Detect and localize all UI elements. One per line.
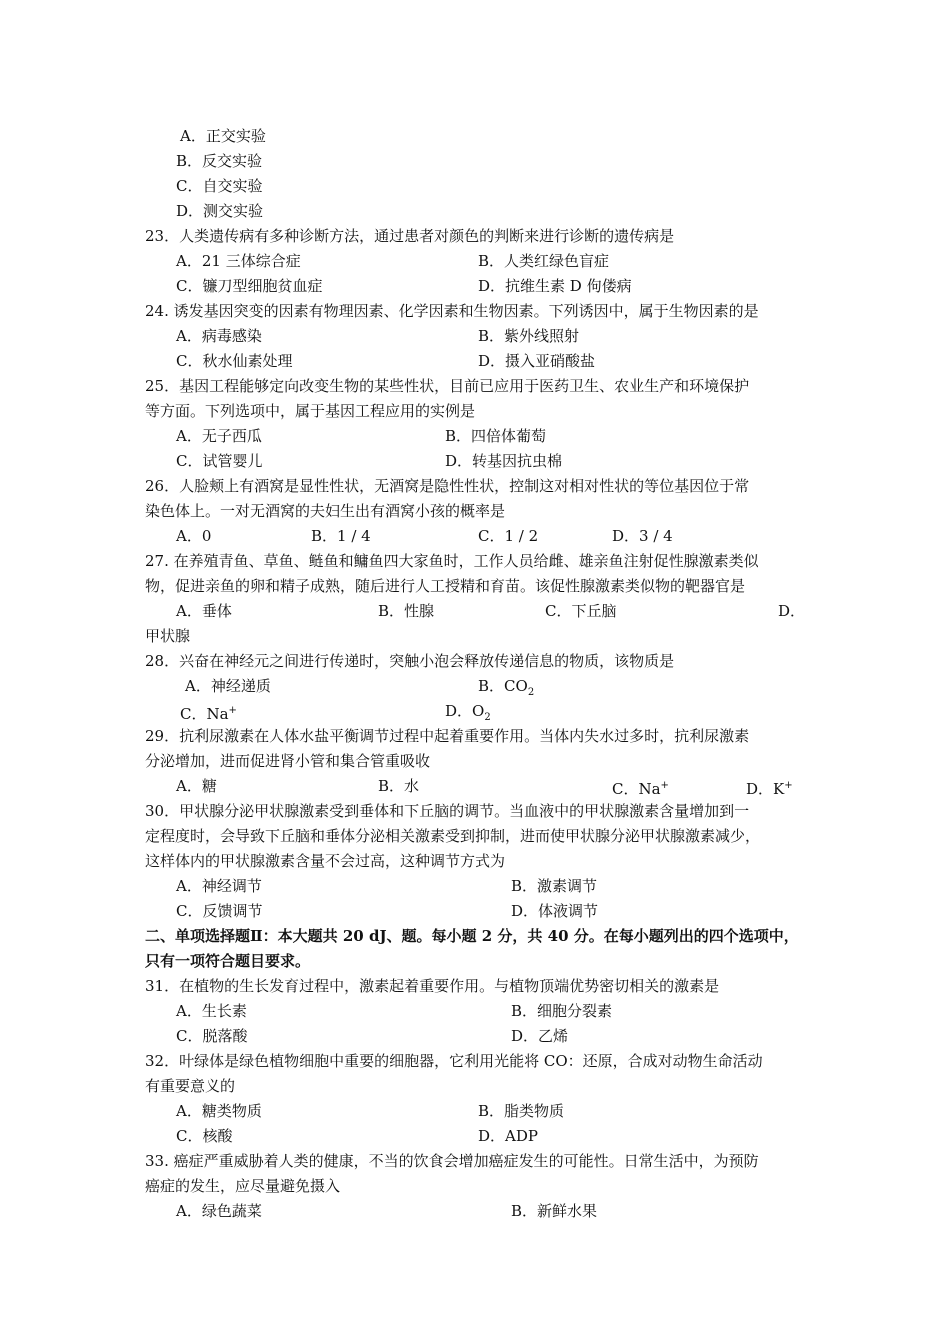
q31-stem: 31．在植物的生长发育过程中，激素起着重要作用。与植物顶端优势密切相关的激素是 [145, 977, 720, 995]
q24-stem: 24. 诱发基因突变的因素有物理因素、化学因素和生物因素。下列诱因中，属于生物因素的是 [145, 302, 759, 320]
q32-option-d: D．ADP [478, 1127, 538, 1145]
q30-option-a: A．神经调节 [176, 877, 262, 895]
q26-option-b: B．1 / 4 [311, 527, 371, 545]
q28-option-c: C．Na+ [180, 705, 237, 723]
q27-stem-line1: 27. 在养殖青鱼、草鱼、鲢鱼和鳙鱼四大家鱼时，工作人员给雌、雄亲鱼注射促性腺激素类似 [145, 552, 759, 570]
q23-option-c: C．镰刀型细胞贫血症 [176, 277, 323, 295]
q26-option-c: C．1 / 2 [478, 527, 539, 545]
q30-stem-line1: 30．甲状腺分泌甲状腺激素受到垂体和下丘脑的调节。当血液中的甲状腺激素含量增加到一 [145, 802, 750, 820]
q22-option-c: C．自交实验 [176, 177, 263, 195]
q29-option-b: B．水 [378, 777, 420, 795]
q27-option-a: A．垂体 [176, 602, 232, 620]
q25-stem-line2: 等方面。下列选项中，属于基因工程应用的实例是 [145, 402, 476, 420]
q29-option-d: D．K+ [746, 780, 793, 798]
q24-option-c: C．秋水仙素处理 [176, 352, 293, 370]
q28-stem: 28．兴奋在神经元之间进行传递时，突触小泡会释放传递信息的物质，该物质是 [145, 652, 675, 670]
q33-stem-line1: 33. 癌症严重威胁着人类的健康，不当的饮食会增加癌症发生的可能性。日常生活中，为预防 [145, 1152, 759, 1170]
q25-stem-line1: 25．基因工程能够定向改变生物的某些性状，目前已应用于医药卫生、农业生产和环境保护 [145, 377, 750, 395]
q33-stem-line2: 癌症的发生，应尽量避免摄入 [145, 1177, 341, 1195]
q24-option-b: B．紫外线照射 [478, 327, 580, 345]
q32-option-a: A．糖类物质 [176, 1102, 262, 1120]
q26-option-d: D．3 / 4 [612, 527, 673, 545]
q30-option-b: B．激素调节 [511, 877, 598, 895]
q28-option-a: A．神经递质 [185, 677, 271, 695]
q30-option-c: C．反馈调节 [176, 902, 263, 920]
q27-stem-line2: 物，促进亲鱼的卵和精子成熟，随后进行人工授精和育苗。该促性腺激素类似物的靶器官是 [145, 577, 746, 595]
q24-option-a: A．病毒感染 [176, 327, 262, 345]
q22-option-d: D．测交实验 [176, 202, 264, 220]
q33-option-b: B．新鲜水果 [511, 1202, 598, 1220]
q25-option-d: D．转基因抗虫棉 [445, 452, 563, 470]
q29-stem-line1: 29．抗利尿激素在人体水盐平衡调节过程中起着重要作用。当体内失水过多时，抗利尿激素 [145, 727, 750, 745]
q27-option-b: B．性腺 [378, 602, 435, 620]
q26-stem-line2: 染色体上。一对无酒窝的夫妇生出有酒窝小孩的概率是 [145, 502, 506, 520]
q27-option-d-continued: 甲状腺 [145, 627, 191, 645]
q23-option-b: B．人类红绿色盲症 [478, 252, 610, 270]
q25-option-a: A．无子西瓜 [176, 427, 262, 445]
q26-option-a: A．0 [176, 527, 212, 545]
q24-option-d: D．摄入亚硝酸盐 [478, 352, 596, 370]
section2-heading-line1: 二、单项选择题Ⅱ：本大题共 20 dJ、题。每小题 2 分，共 40 分。在每小题列出的四个选项中， [145, 927, 799, 945]
q32-option-b: B．脂类物质 [478, 1102, 565, 1120]
q30-option-d: D．体液调节 [511, 902, 599, 920]
q25-option-c: C．试管婴儿 [176, 452, 263, 470]
q32-option-c: C．核酸 [176, 1127, 233, 1145]
q32-stem-line2: 有重要意义的 [145, 1077, 236, 1095]
q22-option-b: B．反交实验 [176, 152, 263, 170]
q26-stem-line1: 26．人脸颊上有酒窝是显性性状，无酒窝是隐性性状，控制这对相对性状的等位基因位于常 [145, 477, 750, 495]
q30-stem-line2: 定程度时，会导致下丘脑和垂体分泌相关激素受到抑制，进而使甲状腺分泌甲状腺激素减少， [145, 827, 761, 845]
q29-option-a: A．糖 [176, 777, 217, 795]
q31-option-d: D．乙烯 [511, 1027, 569, 1045]
q23-stem: 23．人类遗传病有多种诊断方法，通过患者对颜色的判断来进行诊断的遗传病是 [145, 227, 675, 245]
q32-stem-line1: 32．叶绿体是绿色植物细胞中重要的细胞器，它利用光能将 CO：还原，合成对动物生命活动 [145, 1052, 763, 1070]
q27-option-c: C．下丘脑 [545, 602, 617, 620]
q30-stem-line3: 这样体内的甲状腺激素含量不会过高，这种调节方式为 [145, 852, 506, 870]
q31-option-c: C．脱落酸 [176, 1027, 248, 1045]
q28-option-d: D．$O_2$ [445, 702, 491, 723]
q27-option-d: D． [778, 602, 806, 620]
q31-option-a: A．生长素 [176, 1002, 247, 1020]
q33-option-a: A．绿色蔬菜 [176, 1202, 262, 1220]
q22-option-a: A．正交实验 [180, 127, 266, 145]
q28-option-b: B．$CO_2$ [478, 677, 535, 698]
q29-stem-line2: 分泌增加，进而促进肾小管和集合管重吸收 [145, 752, 431, 770]
q23-option-a: A．21 三体综合症 [176, 252, 301, 270]
q31-option-b: B．细胞分裂素 [511, 1002, 613, 1020]
q29-option-c: C．Na+ [612, 780, 669, 798]
q23-option-d: D．抗维生素 D 佝偻病 [478, 277, 632, 295]
section2-heading-line2: 只有一项符合题目要求。 [145, 952, 311, 970]
q25-option-b: B．四倍体葡萄 [445, 427, 547, 445]
